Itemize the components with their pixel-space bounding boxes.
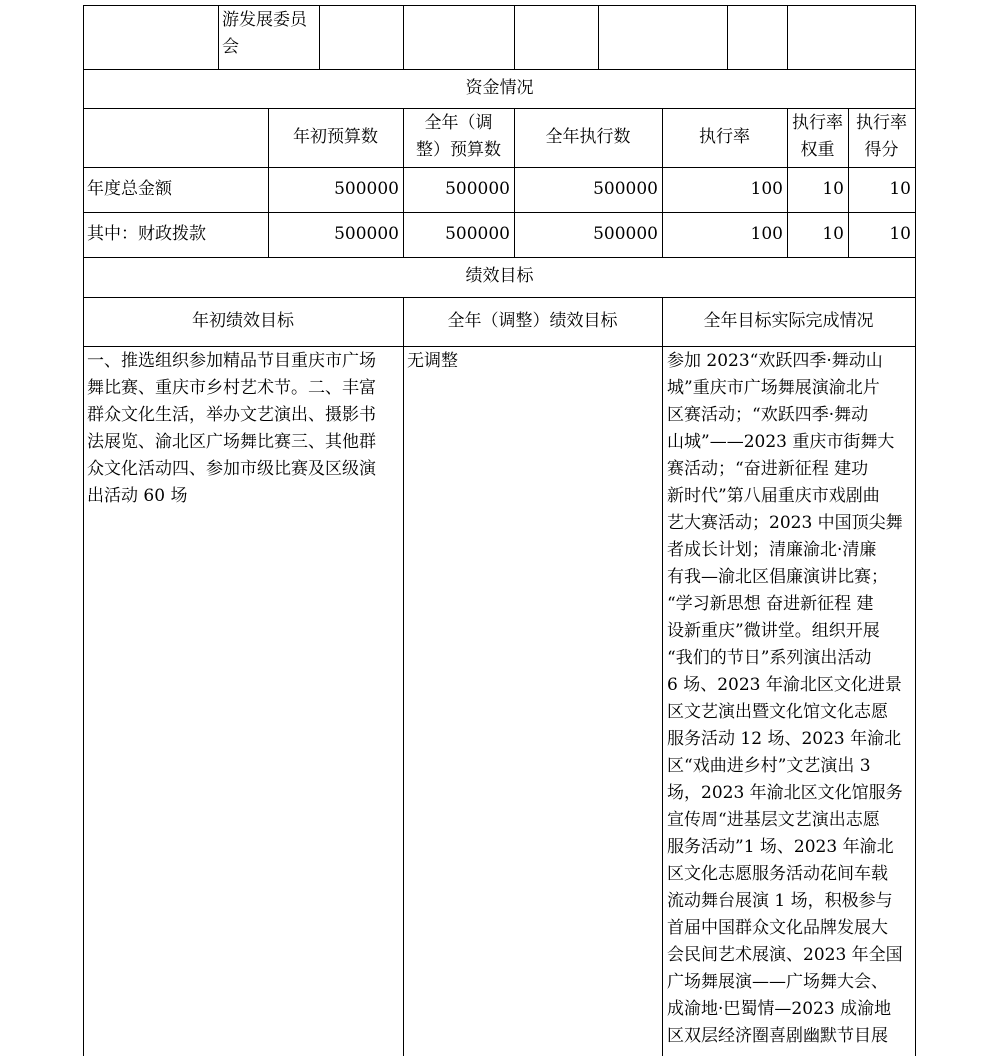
initial-goal-line: 舞比赛、重庆市乡村艺术节。二、丰富	[87, 378, 376, 398]
rule-top-c7	[787, 5, 788, 69]
actual-line: 区赛活动；“欢跃四季·舞动	[667, 405, 869, 425]
goals-section-title: 绩效目标	[465, 266, 534, 286]
initial-goal-text	[87, 348, 401, 510]
rule-goals-header-top	[83, 297, 916, 298]
rule-goals-c2	[662, 297, 663, 1056]
actual-line: 区文艺演出暨文化馆文化志愿	[667, 702, 888, 722]
row-total-rate: 100	[750, 179, 783, 199]
dept-name-line2: 会	[222, 37, 239, 57]
actual-line: 宣传周“进基层文艺演出志愿	[667, 810, 880, 830]
rule-left	[83, 5, 84, 1056]
actual-line: 6 场、2023 年渝北区文化进景	[667, 675, 902, 695]
actual-line: 赛活动；“奋进新征程 建功	[667, 459, 869, 479]
actual-completion-text	[667, 348, 913, 1050]
initial-goal-line: 众文化活动四、参加市级比赛及区级演	[87, 459, 376, 479]
rule-funds-header-top	[83, 108, 916, 109]
rule-row1-top	[83, 167, 916, 168]
actual-line: 服务活动 12 场、2023 年渝北	[667, 729, 902, 749]
actual-line: 流动舞台展演 1 场，积极参与	[667, 891, 893, 911]
rule-goals-c1	[403, 297, 404, 1056]
actual-line: 城”重庆市广场舞展演渝北片	[667, 378, 880, 398]
rule-top	[83, 5, 916, 6]
rule-funds-title-top	[83, 69, 916, 70]
header-weight-line1: 执行率	[792, 113, 843, 133]
header-initial-goal: 年初绩效目标	[192, 311, 294, 331]
header-actual: 全年目标实际完成情况	[703, 311, 874, 331]
actual-line: 区“戏曲进乡村”文艺演出 3	[667, 756, 871, 776]
row-fiscal-score: 10	[889, 224, 911, 244]
rule-goals-body-top	[83, 346, 916, 347]
actual-line: “我们的节日”系列演出活动	[667, 648, 872, 668]
header-adjusted-budget-line2: 整）预算数	[416, 140, 501, 160]
initial-goal-line: 群众文化生活，举办文艺演出、摄影书	[87, 405, 376, 425]
actual-line: 者成长计划；清廉渝北·清廉	[667, 540, 877, 560]
actual-line: 成渝地·巴蜀情—2023 成渝地	[667, 999, 892, 1019]
actual-line: 设新重庆”微讲堂。组织开展	[667, 621, 880, 641]
actual-line: 广场舞展演——广场舞大会、	[667, 972, 888, 992]
row-total-weight: 10	[822, 179, 844, 199]
row-total-executed: 500000	[593, 179, 658, 199]
actual-line: 区文化志愿服务活动花间车载	[667, 864, 888, 884]
rule-top-c4	[514, 5, 515, 69]
funds-section-title: 资金情况	[465, 78, 534, 98]
header-executed: 全年执行数	[545, 127, 631, 147]
actual-line: 首届中国群众文化品牌发展大	[667, 918, 888, 938]
row-fiscal-weight: 10	[822, 224, 844, 244]
initial-goal-line: 出活动 60 场	[87, 486, 188, 506]
header-initial-budget: 年初预算数	[293, 127, 378, 147]
actual-line: “学习新思想 奋进新征程 建	[667, 594, 874, 614]
rule-row2-top	[83, 212, 916, 213]
row-fiscal-rate: 100	[750, 224, 783, 244]
row-fiscal-initial: 500000	[334, 224, 399, 244]
row-fiscal-executed: 500000	[593, 224, 658, 244]
actual-line: 区双层经济圈喜剧幽默节目展	[667, 1026, 888, 1046]
header-adjusted-goal: 全年（调整）绩效目标	[447, 311, 618, 331]
rule-goals-title-top	[83, 257, 916, 258]
row-fiscal-label: 其中：财政拨款	[87, 224, 206, 244]
row-total-label: 年度总金额	[87, 179, 172, 199]
actual-line: 参加 2023“欢跃四季·舞动山	[667, 351, 883, 371]
actual-line: 山城”——2023 重庆市街舞大	[667, 432, 895, 452]
row-total-score: 10	[889, 179, 911, 199]
header-adjusted-budget-line1: 全年（调	[424, 113, 493, 133]
header-weight-line2: 权重	[800, 140, 835, 160]
adjusted-goal-text: 无调整	[407, 351, 458, 371]
row-total-adjusted: 500000	[445, 179, 510, 199]
initial-goal-line: 一、推选组织参加精品节目重庆市广场	[87, 351, 376, 371]
rule-top-c1	[218, 5, 219, 69]
header-score-line2: 得分	[864, 140, 899, 160]
header-score-line1: 执行率	[856, 113, 907, 133]
rule-top-c6	[727, 5, 728, 69]
actual-line: 场，2023 年渝北区文化馆服务	[667, 783, 903, 803]
header-exec-rate: 执行率	[699, 127, 750, 147]
actual-line: 新时代”第八届重庆市戏剧曲	[667, 486, 880, 506]
initial-goal-line: 法展览、渝北区广场舞比赛三、其他群	[87, 432, 376, 452]
row-fiscal-adjusted: 500000	[445, 224, 510, 244]
rule-top-c5	[598, 5, 599, 69]
actual-line: 会民间艺术展演、2023 年全国	[667, 945, 903, 965]
rule-top-c2	[319, 5, 320, 69]
rule-right	[915, 5, 916, 1056]
rule-top-c3	[403, 5, 404, 69]
dept-name-line1: 游发展委员	[222, 10, 307, 30]
actual-line: 有我—渝北区倡廉演讲比赛；	[667, 567, 888, 587]
actual-line: 艺大赛活动；2023 中国顶尖舞	[667, 513, 903, 533]
actual-line: 服务活动”1 场、2023 年渝北	[667, 837, 894, 857]
row-total-initial: 500000	[334, 179, 399, 199]
